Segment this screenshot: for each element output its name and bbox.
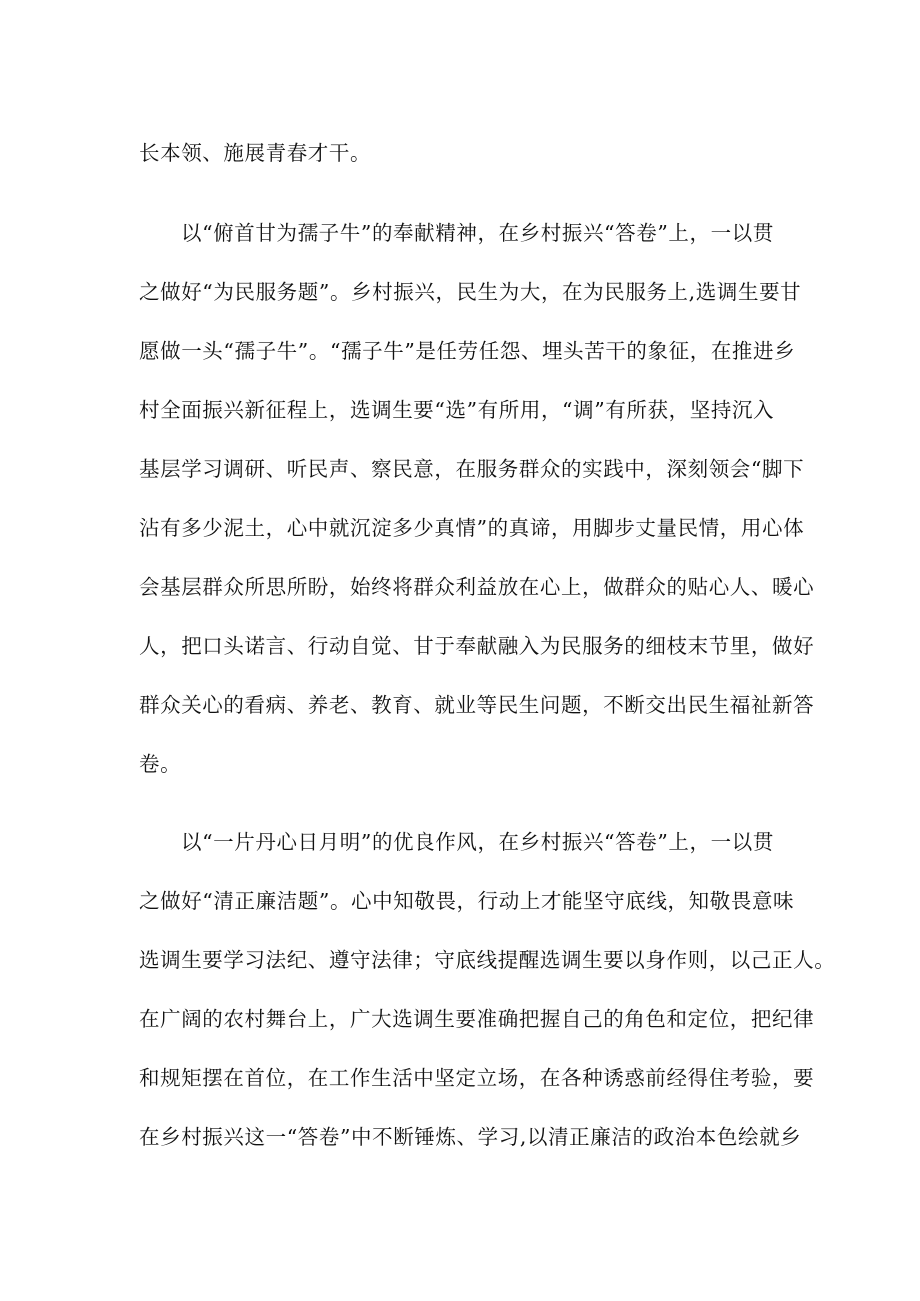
text-line: 沾有多少泥土，心中就沉淀多少真情”的真谛，用脚步丈量民情，用心体 <box>139 516 805 540</box>
paragraph-first-line: 以“一片丹心日月明”的优良作风，在乡村振兴“答卷”上，一以贯 <box>181 830 774 854</box>
text-line: 在乡村振兴这一“答卷”中不断锤炼、学习,以清正廉洁的政治本色绘就乡 <box>139 1125 802 1149</box>
text-line: 在广阔的农村舞台上，广大选调生要准确把握自己的角色和定位，把纪律 <box>139 1007 815 1031</box>
text-line: 村全面振兴新征程上，选调生要“选”有所用，“调”有所获，坚持沉入 <box>139 398 775 422</box>
text-line: 愿做一头“孺子牛”。“孺子牛”是任劳任怨、埋头苦干的象征，在推进乡 <box>139 339 796 363</box>
text-line: 会基层群众所思所盼，始终将群众利益放在心上，做群众的贴心人、暖心 <box>139 575 815 599</box>
text-line: 和规矩摆在首位，在工作生活中坚定立场，在各种诱惑前经得住考验，要 <box>139 1066 815 1090</box>
text-line: 之做好“清正廉洁题”。心中知敬畏，行动上才能坚守底线，知敬畏意味 <box>139 889 795 913</box>
text-line: 之做好“为民服务题”。乡村振兴，民生为大，在为民服务上,选调生要甘 <box>139 280 802 304</box>
text-line: 人，把口头诺言、行动自觉、甘于奉献融入为民服务的细枝末节里，做好 <box>139 634 815 658</box>
text-line: 卷。 <box>139 752 182 776</box>
text-line: 基层学习调研、听民声、察民意，在服务群众的实践中，深刻领会“脚下 <box>139 457 805 481</box>
text-line: 长本领、施展青春才干。 <box>139 141 372 165</box>
text-line: 选调生要学习法纪、遵守法律；守底线提醒选调生要以身作则，以己正人。 <box>139 948 836 972</box>
paragraph-first-line: 以“俯首甘为孺子牛”的奉献精神，在乡村振兴“答卷”上，一以贯 <box>181 221 774 245</box>
text-line: 群众关心的看病、养老、教育、就业等民生问题，不断交出民生福祉新答 <box>139 693 815 717</box>
